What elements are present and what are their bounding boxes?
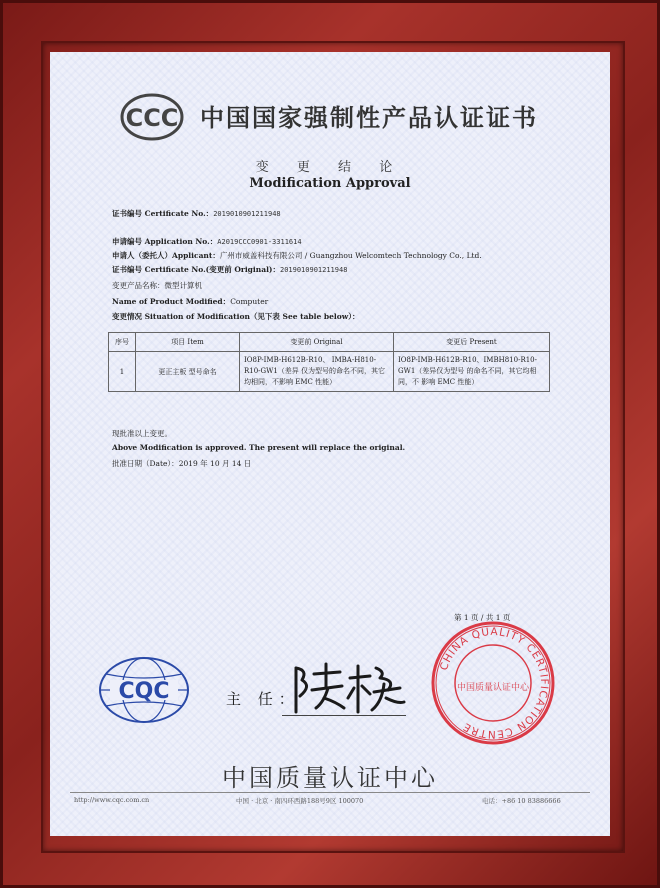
issuer-title: 中国质量认证中心 xyxy=(222,764,438,792)
certificate-title: 中国国家强制性产品认证证书 xyxy=(200,104,538,132)
modification-title-cn: 变 更 结 论 xyxy=(255,160,405,175)
cqc-seal-icon xyxy=(430,620,556,746)
page-number: 第 1 页 / 共 1 页 xyxy=(454,613,511,622)
row-original: IO8P-IMB-H612B-R10、 IMBA-H810-R10-GW1（差异 仅为型号的命名不同，其它 均相同，不影响 EMC 性能） xyxy=(240,352,394,392)
approval-cn-line: 现批准以上变更。 xyxy=(112,429,172,438)
original-certificate-line: 证书编号 Certificate No.(变更前 Original)：2019010901211948 xyxy=(112,265,348,274)
product-name-en-line: Name of Product Modified：Computer xyxy=(112,297,269,306)
footer-phone: 电话：+86 10 83886666 xyxy=(482,797,561,805)
situation-line: 变更情况 Situation of Modification（见下表 See table below）： xyxy=(112,312,360,321)
svg-text:CCC: CCC xyxy=(125,104,179,132)
cqc-logo-icon xyxy=(96,654,192,726)
signature-line xyxy=(282,715,406,716)
approval-en-line: Above Modification is approved. The present will replace the original. xyxy=(112,443,406,452)
table-header-present: 变更后 Present xyxy=(394,333,550,352)
modification-table xyxy=(108,332,550,392)
table-header-original: 变更前 Original xyxy=(240,333,394,352)
applicant-line: 申请人（委托人）Applicant：广州市威盖科技有限公司 / Guangzhou Welcomtech Technology Co., Ltd. xyxy=(112,251,482,260)
ccc-logo-icon xyxy=(120,92,184,142)
application-no-line: 申请编号 Application No.：A2019CCC0901-3311614 xyxy=(112,237,302,246)
row-no: 1 xyxy=(109,352,136,392)
table-header-row xyxy=(109,333,550,352)
footer-website: http://www.cqc.com.cn xyxy=(74,796,150,804)
svg-text:中国质量认证中心: 中国质量认证中心 xyxy=(456,683,530,693)
certificate-no-line: 证书编号 Certificate No.：2019010901211948 xyxy=(112,209,281,218)
product-name-cn-line: 变更产品名称：微型计算机 xyxy=(112,281,202,290)
approval-date-line: 批准日期（Date）：2019 年 10 月 14 日 xyxy=(112,459,252,468)
svg-text:CQC: CQC xyxy=(118,679,170,704)
modification-title-en: Modification Approval xyxy=(249,176,411,191)
footer-address: 中国 · 北京 · 南四环西路188号9区 100070 xyxy=(236,797,364,805)
chief-signature-icon xyxy=(288,658,408,714)
footer-divider xyxy=(70,792,590,793)
chief-label: 主 任： xyxy=(226,690,300,708)
row-item: 更正主板 型号命名 xyxy=(136,352,240,392)
row-present: IO8P-IMB-H612B-R10、IMBH810-R10-GW1（差异仅为型号 的命名不同，其它均相同，不 影响 EMC 性能） xyxy=(394,352,550,392)
table-header-item: 项目 Item xyxy=(136,333,240,352)
certificate-paper xyxy=(50,52,610,836)
svg-text:CHINA QUALITY CERTIFICATION CE: CHINA QUALITY CERTIFICATION CENTRE xyxy=(437,625,551,741)
table-header-no: 序号 xyxy=(109,333,136,352)
table-row xyxy=(109,352,550,392)
